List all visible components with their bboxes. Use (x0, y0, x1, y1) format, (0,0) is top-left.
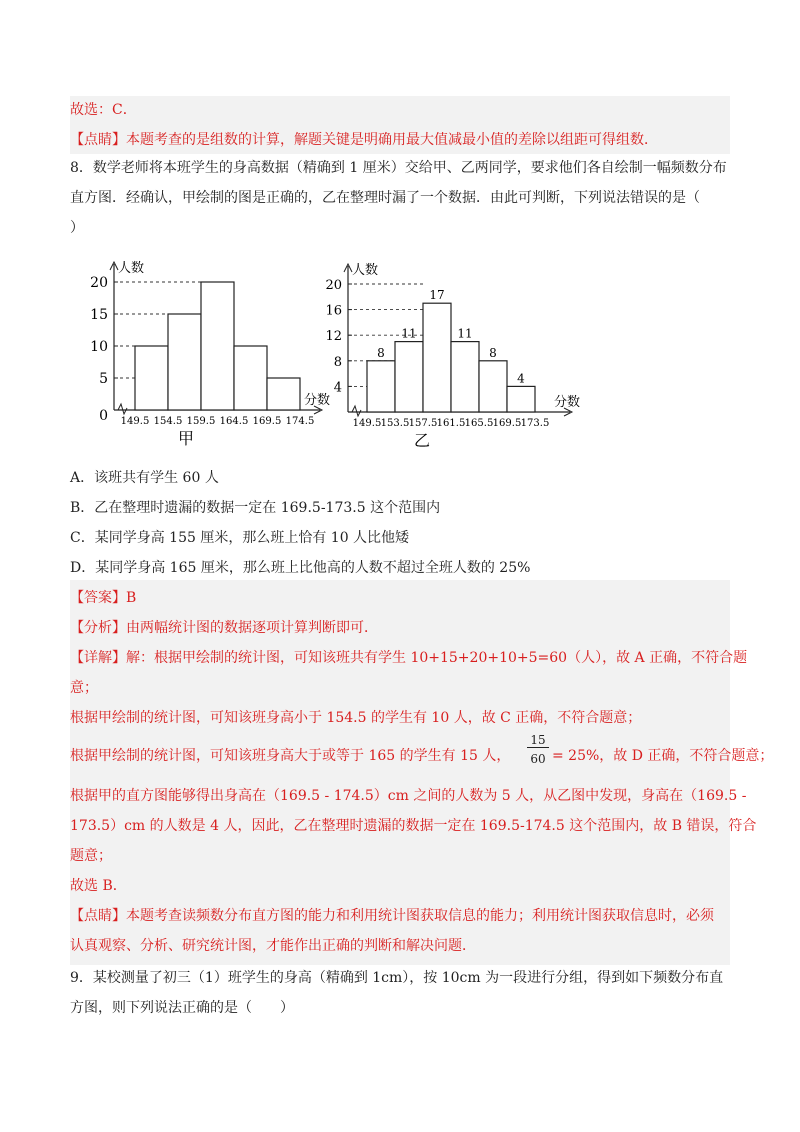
y-tick-label: 20 (90, 275, 108, 291)
y-tick-label: 16 (325, 303, 342, 319)
histogram-bar (507, 386, 535, 412)
histogram-bar (234, 346, 267, 410)
q8-stem-line-2: 直方图．经确认，甲绘制的图是正确的，乙在整理时漏了一个数据．由此可判断，下列说法错误的是（ (70, 190, 700, 206)
q8-detail-4a: 根据甲绘制的统计图，可知该班身高大于或等于 165 的学生有 15 人， (70, 748, 511, 764)
q8-dianjing-2: 认真观察、分析、研究统计图，才能作出正确的判断和解决问题． (70, 938, 476, 954)
axis-break-mark (118, 404, 127, 414)
q8-stem-line-3: ） (70, 220, 84, 236)
y-tick-label: 8 (333, 354, 342, 370)
q8-option-c: C．某同学身高 155 厘米，那么班上恰有 10 人比他矮 (70, 530, 410, 546)
q8-detail-5: 根据甲的直方图能够得出身高在（169.5 - 174.5）cm 之间的人数为 5 人，从乙图中发现，身高在（169.5 - (70, 788, 747, 804)
x-tick-label: 149.5 (120, 416, 150, 427)
x-tick-label: 149.5 (352, 418, 382, 429)
y-tick-label: 15 (90, 307, 108, 323)
q8-dianjing-1 (70, 906, 730, 926)
analysis-tag: 【分析】 (70, 620, 126, 636)
y-tick-label: 4 (333, 380, 342, 396)
y-tick-label: 0 (99, 408, 108, 424)
chart-title: 甲 (177, 429, 195, 448)
fraction-denominator: 60 (530, 752, 546, 766)
y-axis-label: 人数 (352, 263, 379, 278)
histogram-bar (451, 342, 479, 412)
x-tick-label: 164.5 (219, 416, 249, 427)
x-axis-label: 分数 (554, 395, 581, 410)
prev-answer-line: 故选：C． (70, 102, 137, 118)
x-tick-label: 169.5 (492, 418, 522, 429)
histogram-jia (80, 252, 340, 457)
answer-text: B (126, 590, 137, 606)
histogram-bar (201, 282, 234, 410)
x-tick-label: 169.5 (252, 416, 282, 427)
prev-dianjing (70, 130, 730, 150)
y-tick-label: 5 (99, 371, 108, 387)
bar-data-label: 11 (457, 326, 473, 341)
fraction-numerator: 15 (527, 733, 549, 748)
bar-data-label: 8 (377, 345, 385, 360)
x-tick-label: 159.5 (186, 416, 216, 427)
histogram-bar (367, 361, 395, 412)
q8-option-a: A．该班共有学生 60 人 (70, 470, 219, 486)
q8-option-b: B．乙在整理时遗漏的数据一定在 169.5-173.5 这个范围内 (70, 500, 441, 516)
analysis-text: 由两幅统计图的数据逐项计算判断即可． (126, 620, 378, 636)
detail-tag: 【详解】 (70, 650, 126, 666)
q8-detail-8: 故选 B． (70, 878, 127, 894)
q8-detail-4b: = 25%，故 D 正确，不符合题意； (552, 748, 774, 764)
histogram-yi (320, 252, 590, 457)
histogram-bar (267, 378, 300, 410)
q9-stem-line-2: 方图，则下列说法正确的是（ ） (70, 1000, 294, 1016)
x-tick-label: 165.5 (464, 418, 494, 429)
q8-detail-6: 173.5）cm 的人数是 4 人，因此，乙在整理时遗漏的数据一定在 169.5-174.5 这个范围内，故 B 错误，符合 (70, 818, 757, 834)
dianjing-text: 本题考查的是组数的计算，解题关键是明确用最大值减最小值的差除以组距可得组数． (126, 132, 658, 148)
bar-data-label: 11 (401, 326, 417, 341)
q8-detail-1 (70, 648, 748, 668)
y-axis-label: 人数 (118, 261, 145, 276)
y-tick-label: 20 (325, 278, 342, 293)
x-tick-label: 161.5 (436, 418, 466, 429)
x-tick-label: 157.5 (408, 418, 438, 429)
q8-stem-line-1: 8．数学老师将本班学生的身高数据（精确到 1 厘米）交给甲、乙两同学，要求他们各自绘制一幅频数分布 (70, 160, 727, 176)
histogram-bar (395, 342, 423, 412)
q8-dianjing-tag: 【点睛】 (70, 908, 126, 924)
bar-data-label: 17 (429, 288, 445, 303)
x-axis-label: 分数 (304, 393, 331, 408)
q8-analysis (70, 618, 730, 638)
q8-detail-7: 题意； (70, 848, 112, 864)
q8-answer (70, 588, 730, 608)
histogram-bar (135, 346, 168, 410)
y-tick-label: 12 (325, 329, 342, 345)
bar-data-label: 4 (517, 371, 525, 386)
histogram-bar (168, 314, 201, 410)
bar-data-label: 8 (489, 345, 497, 360)
x-tick-label: 174.5 (285, 416, 315, 427)
q8-detail-2: 意； (70, 680, 98, 696)
chart-title: 乙 (413, 431, 431, 450)
q8-option-d: D．某同学身高 165 厘米，那么班上比他高的人数不超过全班人数的 25% (70, 560, 531, 576)
histogram-bar (479, 361, 507, 412)
axis-break-mark (352, 406, 361, 416)
q8-dianjing-text-1: 本题考查读频数分布直方图的能力和利用统计图获取信息的能力；利用统计图获取信息时，必须 (126, 908, 714, 924)
answer-tag: 【答案】 (70, 590, 126, 606)
dianjing-tag: 【点睛】 (70, 132, 126, 148)
y-tick-label: 10 (90, 339, 108, 355)
detail-text-1: 解：根据甲绘制的统计图，可知该班共有学生 10+15+20+10+5=60（人），故 A 正确，不符合题 (126, 650, 748, 666)
histogram-bar (423, 303, 451, 412)
q8-detail-3: 根据甲绘制的统计图，可知该班身高小于 154.5 的学生有 10 人，故 C 正确，不符合题意； (70, 710, 642, 726)
x-tick-label: 154.5 (153, 416, 183, 427)
x-tick-label: 173.5 (520, 418, 550, 429)
q9-stem-line-1: 9．某校测量了初三（1）班学生的身高（精确到 1cm），按 10cm 为一段进行分组，得到如下频数分布直 (70, 970, 724, 986)
x-tick-label: 153.5 (380, 418, 410, 429)
